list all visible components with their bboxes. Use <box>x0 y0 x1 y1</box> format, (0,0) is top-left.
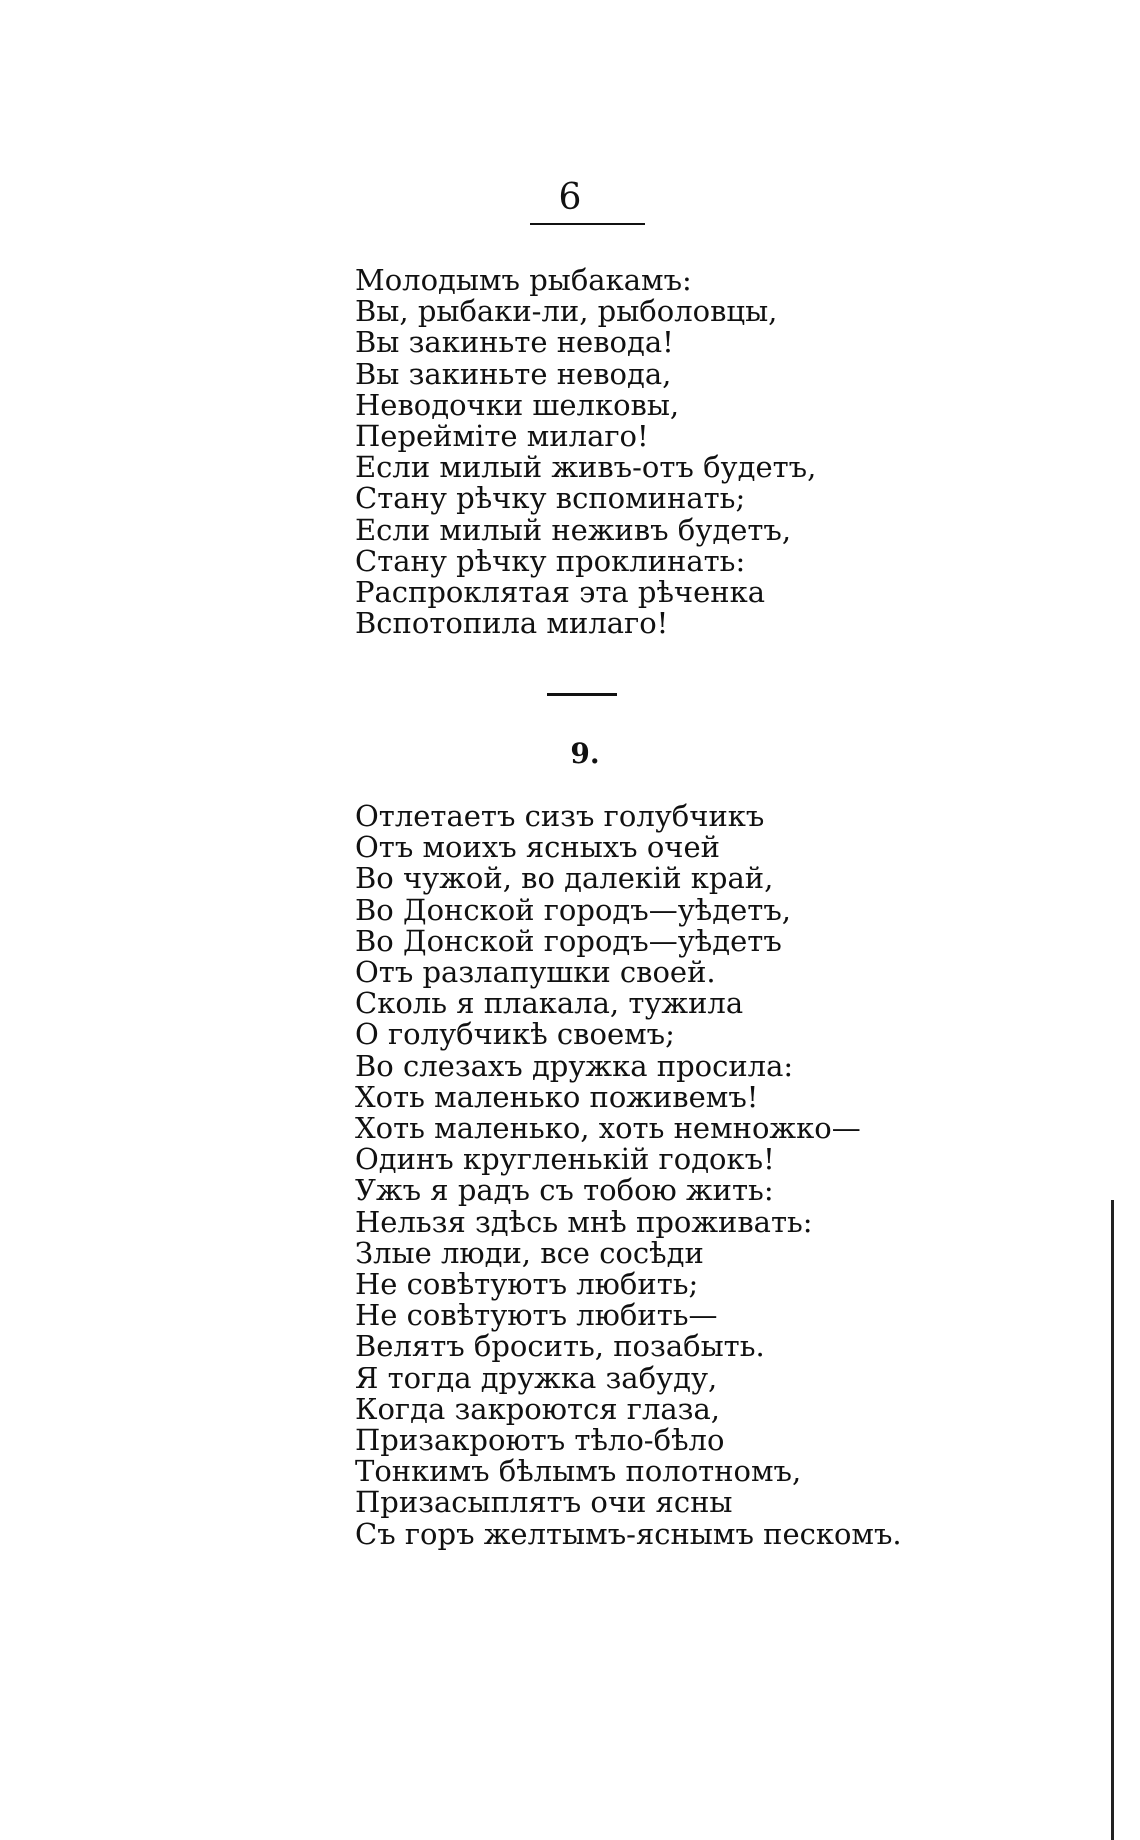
poem-line: Отъ разлапушки своей. <box>355 955 716 990</box>
poem-line: Вы закиньте невода! <box>355 325 674 360</box>
poem-line: Не совѣтуютъ любить— <box>355 1298 718 1333</box>
poem-line: Молодымъ рыбакамъ: <box>355 263 692 297</box>
poem-line: Стану рѣчку проклинать: <box>355 543 746 578</box>
poem-line: Сколь я плакала, тужила <box>355 986 744 1021</box>
poem-line: Призакроютъ тѣло-бѣло <box>355 1423 725 1458</box>
poem-line: Ужъ я радъ съ тобою жить: <box>355 1173 774 1208</box>
poem-line: Не совѣтуютъ любить; <box>355 1267 699 1302</box>
poem-line: Отлетаетъ сизъ голубчикъ <box>355 799 765 833</box>
poem-line: Одинъ кругленькій годокъ! <box>355 1142 775 1177</box>
poem-line: Тонкимъ бѣлымъ полотномъ, <box>355 1454 802 1489</box>
poem-line: Съ горъ желтымъ-яснымъ пескомъ. <box>355 1516 902 1551</box>
page-number: 6 <box>558 177 582 218</box>
page-number-rule <box>530 223 645 225</box>
poem-line: Велятъ бросить, позабыть. <box>355 1329 765 1364</box>
poem-line: Хоть маленько поживемъ! <box>355 1079 759 1114</box>
poem-line: Нельзя здѣсь мнѣ проживать: <box>355 1204 813 1239</box>
poem-line: Во Донской городъ—уѣдетъ <box>355 923 782 958</box>
poem-line: Отъ моихъ ясныхъ очей <box>355 830 720 865</box>
page-binding-edge <box>1111 1200 1114 1840</box>
poem-line: Вы, рыбаки-ли, рыболовцы, <box>355 294 778 329</box>
poem-number: 9. <box>570 737 600 770</box>
poem-line: Когда закроются глаза, <box>355 1391 720 1426</box>
poem-line: О голубчикѣ своемъ; <box>355 1017 675 1052</box>
poem-line: Перейміте милаго! <box>355 419 649 454</box>
poem-line: Если милый живъ-отъ будетъ, <box>355 450 817 485</box>
poem-line: Вы закиньте невода, <box>355 356 672 391</box>
poem-line: Злые люди, все сосѣди <box>355 1235 704 1270</box>
poem-fragment <box>355 265 816 639</box>
poem-line: Стану рѣчку вспоминать; <box>355 481 746 516</box>
poem-line: Вспотопила милаго! <box>355 606 669 641</box>
poem-line: Распроклятая эта рѣченка <box>355 575 766 610</box>
poem-line: Неводочки шелковы, <box>355 387 680 422</box>
section-divider <box>547 693 617 696</box>
poem-line: Призасыплятъ очи ясны <box>355 1485 733 1520</box>
poem-line: Я тогда дружка забуду, <box>355 1360 718 1395</box>
poem-line: Хоть маленько, хоть немножко— <box>355 1111 861 1146</box>
poem-line: Во Донской городъ—уѣдетъ, <box>355 892 791 927</box>
poem-line: Во чужой, во далекій край, <box>355 861 774 896</box>
poem-9 <box>355 801 902 1550</box>
poem-line: Во слезахъ дружка просила: <box>355 1048 794 1083</box>
poem-line: Если милый неживъ будетъ, <box>355 512 792 547</box>
